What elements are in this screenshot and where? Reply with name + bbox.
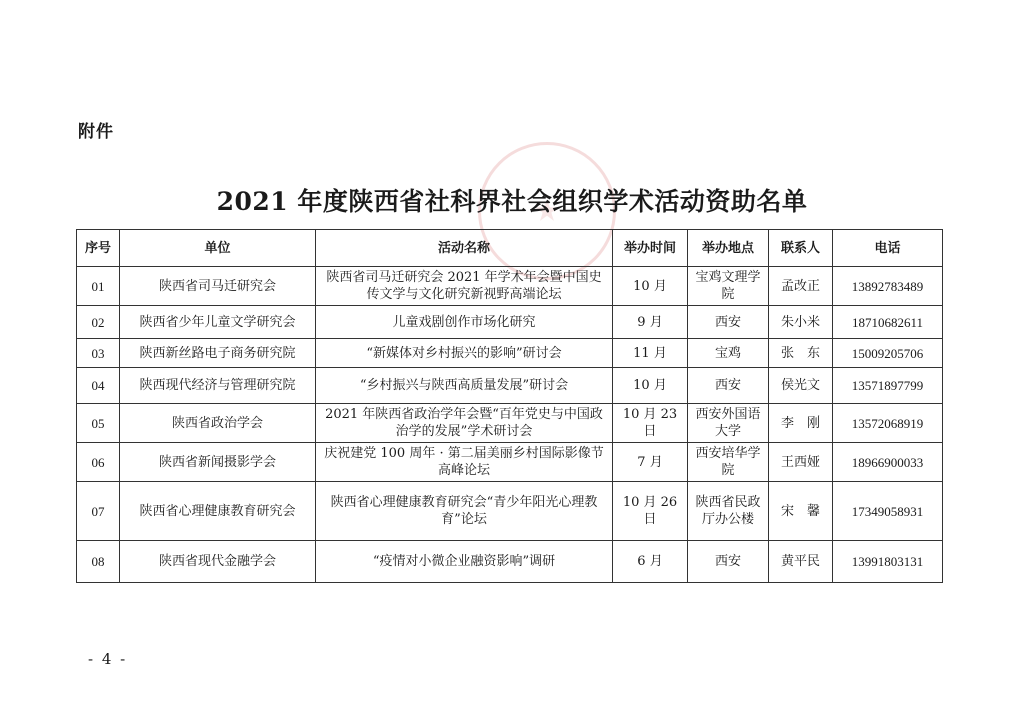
row-activity: “疫情对小微企业融资影响”调研 — [316, 541, 613, 583]
row-organization: 陕西省少年儿童文学研究会 — [120, 306, 316, 339]
row-venue: 西安外国语大学 — [688, 404, 769, 443]
row-activity: “新媒体对乡村振兴的影响”研讨会 — [316, 339, 613, 368]
header-index: 序号 — [77, 230, 120, 267]
row-contact: 李 刚 — [769, 404, 833, 443]
row-contact: 侯光文 — [769, 368, 833, 404]
row-phone: 13571897799 — [833, 368, 943, 404]
row-contact: 宋 馨 — [769, 482, 833, 541]
row-venue: 宝鸡 — [688, 339, 769, 368]
row-date: 10 月 26 日 — [613, 482, 688, 541]
row-phone: 18966900033 — [833, 443, 943, 482]
row-organization: 陕西现代经济与管理研究院 — [120, 368, 316, 404]
row-organization: 陕西省新闻摄影学会 — [120, 443, 316, 482]
row-phone: 17349058931 — [833, 482, 943, 541]
row-venue: 宝鸡文理学院 — [688, 267, 769, 306]
row-date: 6 月 — [613, 541, 688, 583]
table-row — [77, 482, 943, 541]
row-index: 02 — [77, 306, 120, 339]
table-row — [77, 339, 943, 368]
table-header-row — [77, 230, 943, 267]
row-index: 06 — [77, 443, 120, 482]
header-contact: 联系人 — [769, 230, 833, 267]
row-activity: 陕西省心理健康教育研究会“青少年阳光心理教育”论坛 — [316, 482, 613, 541]
table-row — [77, 443, 943, 482]
row-organization: 陕西省心理健康教育研究会 — [120, 482, 316, 541]
row-phone: 18710682611 — [833, 306, 943, 339]
table-row — [77, 306, 943, 339]
row-contact: 黄平民 — [769, 541, 833, 583]
row-date: 7 月 — [613, 443, 688, 482]
row-index: 04 — [77, 368, 120, 404]
row-index: 08 — [77, 541, 120, 583]
page-number: - 4 - — [88, 650, 128, 668]
row-venue: 西安 — [688, 541, 769, 583]
row-contact: 朱小米 — [769, 306, 833, 339]
row-venue: 陕西省民政厅办公楼 — [688, 482, 769, 541]
header-phone: 电话 — [833, 230, 943, 267]
row-date: 11 月 — [613, 339, 688, 368]
row-activity: “乡村振兴与陕西高质量发展”研讨会 — [316, 368, 613, 404]
header-organization: 单位 — [120, 230, 316, 267]
header-date: 举办时间 — [613, 230, 688, 267]
row-activity: 2021 年陕西省政治学年会暨“百年党史与中国政治学的发展”学术研讨会 — [316, 404, 613, 443]
row-index: 07 — [77, 482, 120, 541]
row-activity: 庆祝建党 100 周年 · 第二届美丽乡村国际影像节高峰论坛 — [316, 443, 613, 482]
row-organization: 陕西省政治学会 — [120, 404, 316, 443]
row-index: 03 — [77, 339, 120, 368]
table-row — [77, 267, 943, 306]
table-row — [77, 541, 943, 583]
row-phone: 13991803131 — [833, 541, 943, 583]
row-activity: 陕西省司马迁研究会 2021 年学术年会暨中国史传文学与文化研究新视野高端论坛 — [316, 267, 613, 306]
row-date: 10 月 23 日 — [613, 404, 688, 443]
row-venue: 西安培华学院 — [688, 443, 769, 482]
document-title: 2021 年度陕西省社科界社会组织学术活动资助名单 — [216, 187, 808, 216]
row-phone: 13572068919 — [833, 404, 943, 443]
header-activity: 活动名称 — [316, 230, 613, 267]
row-index: 05 — [77, 404, 120, 443]
row-phone: 13892783489 — [833, 267, 943, 306]
header-venue: 举办地点 — [688, 230, 769, 267]
row-date: 9 月 — [613, 306, 688, 339]
row-activity: 儿童戏剧创作市场化研究 — [316, 306, 613, 339]
row-date: 10 月 — [613, 368, 688, 404]
row-organization: 陕西省司马迁研究会 — [120, 267, 316, 306]
row-organization: 陕西新丝路电子商务研究院 — [120, 339, 316, 368]
grant-list-table — [76, 229, 943, 583]
row-date: 10 月 — [613, 267, 688, 306]
row-phone: 15009205706 — [833, 339, 943, 368]
row-contact: 张 东 — [769, 339, 833, 368]
table-row — [77, 404, 943, 443]
row-organization: 陕西省现代金融学会 — [120, 541, 316, 583]
row-contact: 王西娅 — [769, 443, 833, 482]
row-venue: 西安 — [688, 368, 769, 404]
row-venue: 西安 — [688, 306, 769, 339]
table-row — [77, 368, 943, 404]
row-contact: 孟改正 — [769, 267, 833, 306]
row-index: 01 — [77, 267, 120, 306]
attachment-label: 附件 — [78, 122, 114, 142]
